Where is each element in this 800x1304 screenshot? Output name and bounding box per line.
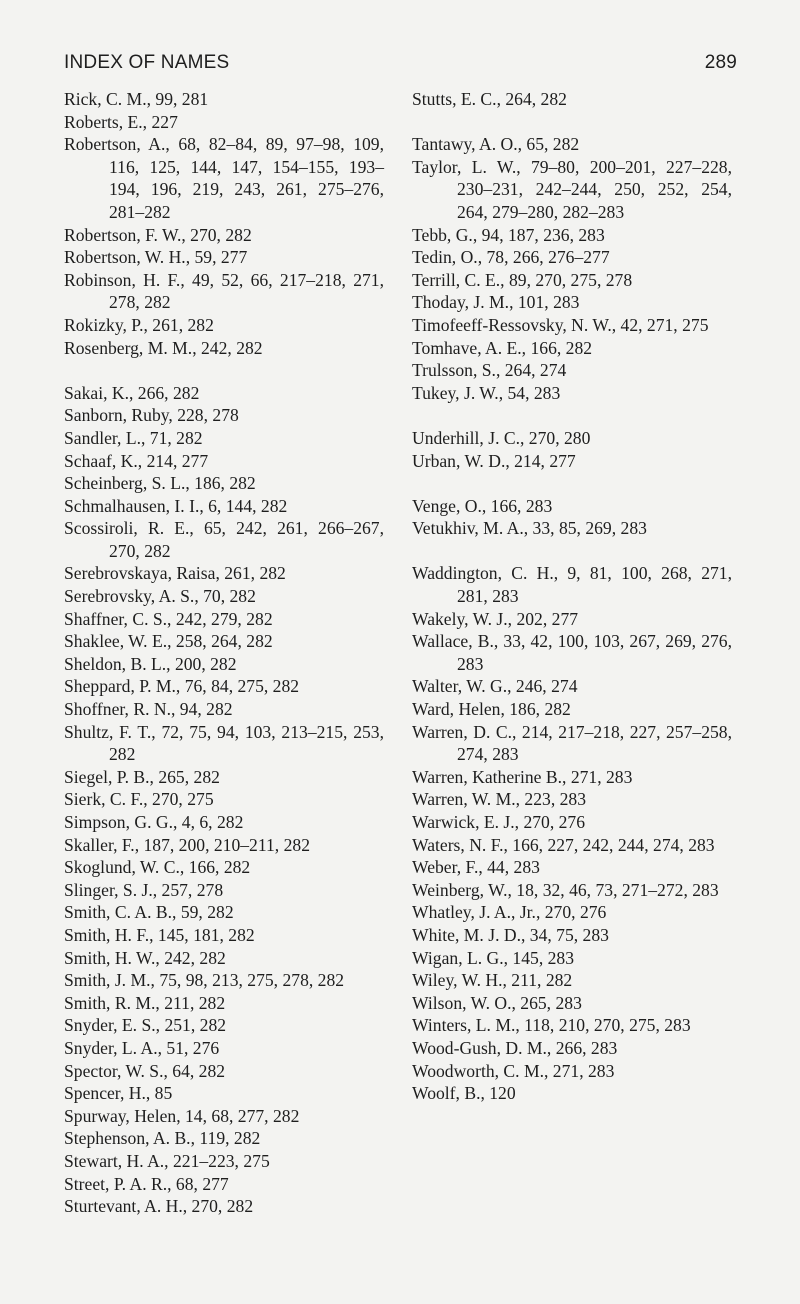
index-entry: Thoday, J. M., 101, 283 [412,292,580,313]
index-entry: Weber, F., 44, 283 [412,857,540,878]
index-entry: Serebrovsky, A. S., 70, 282 [64,586,256,607]
index-entry: Sierk, C. F., 270, 275 [64,789,214,810]
index-entry: Tomhave, A. E., 166, 282 [412,337,593,358]
index-entry: Simpson, G. G., 4, 6, 282 [64,812,244,832]
index-entry: Smith, R. M., 211, 282 [64,992,226,1013]
index-entry: Rosenberg, M. M., 242, 282 [64,337,263,358]
index-entry: Spurway, Helen, 14, 68, 277, 282 [64,1105,300,1126]
index-entry: Stephenson, A. B., 119, 282 [64,1128,261,1149]
index-entry: Warren, D. C., 214, 217–218, 227, 257–258, 274, 283 [412,721,732,765]
index-entry: Whatley, J. A., Jr., 270, 276 [412,902,607,923]
index-entry: Waters, N. F., 166, 227, 242, 244, 274, 283 [412,834,715,855]
index-entry: Wood-Gush, D. M., 266, 283 [412,1037,618,1058]
index-entry: Spencer, H., 85 [64,1083,173,1104]
index-entry: Snyder, E. S., 251, 282 [64,1015,227,1036]
index-entry: Skoglund, W. C., 166, 282 [64,857,251,878]
index-entry: Street, P. A. R., 68, 277 [64,1173,229,1194]
index-entry: Tukey, J. W., 54, 283 [412,382,561,403]
index-entry: Smith, J. M., 75, 98, 213, 275, 278, 282 [64,970,345,991]
index-entry: Warwick, E. J., 270, 276 [412,812,586,832]
index-entry: Waddington, C. H., 9, 81, 100, 268, 271, 281, 283 [412,563,732,607]
index-entry: White, M. J. D., 34, 75, 283 [412,924,609,945]
index-entry: Rokizky, P., 261, 282 [64,314,214,335]
index-entry: Wakely, W. J., 202, 277 [412,608,579,629]
index-entry: Roberts, E., 227 [64,111,178,132]
index-entry: Walter, W. G., 246, 274 [412,676,578,697]
index-entry: Venge, O., 166, 283 [412,495,553,516]
index-entry: Robertson, A., 68, 82–84, 89, 97–98, 109, 116, 125, 144, 147, 154–155, 193–194, 196, 219, 243, 261, 275–276, 281–282 [64,134,384,222]
index-entry: Sheldon, B. L., 200, 282 [64,653,237,674]
index-entry: Skaller, F., 187, 200, 210–211, 282 [64,834,310,855]
index-entry: Tedin, O., 78, 266, 276–277 [412,247,610,268]
index-entry: Woodworth, C. M., 271, 283 [412,1060,615,1081]
index-entry: Stutts, E. C., 264, 282 [412,89,567,109]
index-entry: Siegel, P. B., 265, 282 [64,766,220,787]
index-column-left [64,88,384,1218]
letter-group-gap [412,111,732,134]
letter-group-gap [412,540,732,563]
index-entry: Schmalhausen, I. I., 6, 144, 282 [64,495,288,516]
index-entry: Underhill, J. C., 270, 280 [412,427,591,448]
index-entry: Ward, Helen, 186, 282 [412,699,571,720]
index-column-right [412,88,732,1105]
index-entry: Terrill, C. E., 89, 270, 275, 278 [412,269,633,290]
index-entry: Trulsson, S., 264, 274 [412,360,567,381]
index-entry: Smith, H. W., 242, 282 [64,947,226,968]
index-entry: Smith, C. A. B., 59, 282 [64,902,234,923]
index-entry: Scheinberg, S. L., 186, 282 [64,473,256,494]
index-entry: Smith, H. F., 145, 181, 282 [64,924,255,945]
index-entry: Slinger, S. J., 257, 278 [64,879,224,900]
index-entry: Schaaf, K., 214, 277 [64,450,209,471]
running-head: INDEX OF NAMES [64,52,230,73]
index-entry: Shaffner, C. S., 242, 279, 282 [64,608,273,629]
index-entry: Sanborn, Ruby, 228, 278 [64,405,239,426]
index-entry: Vetukhiv, M. A., 33, 85, 269, 283 [412,518,647,539]
index-entry: Shultz, F. T., 72, 75, 94, 103, 213–215, 253, 282 [64,721,384,765]
index-entry: Robertson, F. W., 270, 282 [64,224,252,245]
index-entry: Woolf, B., 120 [412,1083,516,1104]
index-entry: Snyder, L. A., 51, 276 [64,1037,220,1058]
index-entry: Winters, L. M., 118, 210, 270, 275, 283 [412,1015,691,1036]
page-header [64,52,737,74]
index-entry: Shaklee, W. E., 258, 264, 282 [64,631,273,652]
letter-group-gap [412,472,732,495]
index-entry: Wallace, B., 33, 42, 100, 103, 267, 269, 276, 283 [412,631,732,674]
index-entry: Wilson, W. O., 265, 283 [412,992,582,1013]
index-entry: Tebb, G., 94, 187, 236, 283 [412,224,605,245]
index-entry: Timofeeff-Ressovsky, N. W., 42, 271, 275 [412,314,709,335]
index-entry: Sheppard, P. M., 76, 84, 275, 282 [64,676,300,697]
index-entry: Wigan, L. G., 145, 283 [412,947,575,968]
index-entry: Urban, W. D., 214, 277 [412,450,576,471]
index-entry: Weinberg, W., 18, 32, 46, 73, 271–272, 283 [412,879,719,900]
index-entry: Robinson, H. F., 49, 52, 66, 217–218, 271, 278, 282 [64,269,384,313]
index-entry: Rick, C. M., 99, 281 [64,89,209,109]
index-entry: Taylor, L. W., 79–80, 200–201, 227–228, 230–231, 242–244, 250, 252, 254, 264, 279–280, 282–283 [412,156,732,222]
index-entry: Wiley, W. H., 211, 282 [412,970,573,991]
letter-group-gap [412,404,732,427]
index-entry: Warren, W. M., 223, 283 [412,789,587,810]
index-entry: Sturtevant, A. H., 270, 282 [64,1196,254,1217]
index-entry: Sakai, K., 266, 282 [64,382,200,403]
index-entry: Scossiroli, R. E., 65, 242, 261, 266–267, 270, 282 [64,518,384,561]
index-entry: Tantawy, A. O., 65, 282 [412,134,580,155]
letter-group-gap [64,359,384,382]
page-number: 289 [704,52,737,73]
index-entry: Sandler, L., 71, 282 [64,427,203,448]
index-entry: Warren, Katherine B., 271, 283 [412,766,633,787]
index-entry: Robertson, W. H., 59, 277 [64,247,248,268]
index-entry: Shoffner, R. N., 94, 282 [64,699,233,720]
index-entry: Serebrovskaya, Raisa, 261, 282 [64,563,286,584]
index-entry: Stewart, H. A., 221–223, 275 [64,1150,270,1171]
index-entry: Spector, W. S., 64, 282 [64,1060,226,1081]
